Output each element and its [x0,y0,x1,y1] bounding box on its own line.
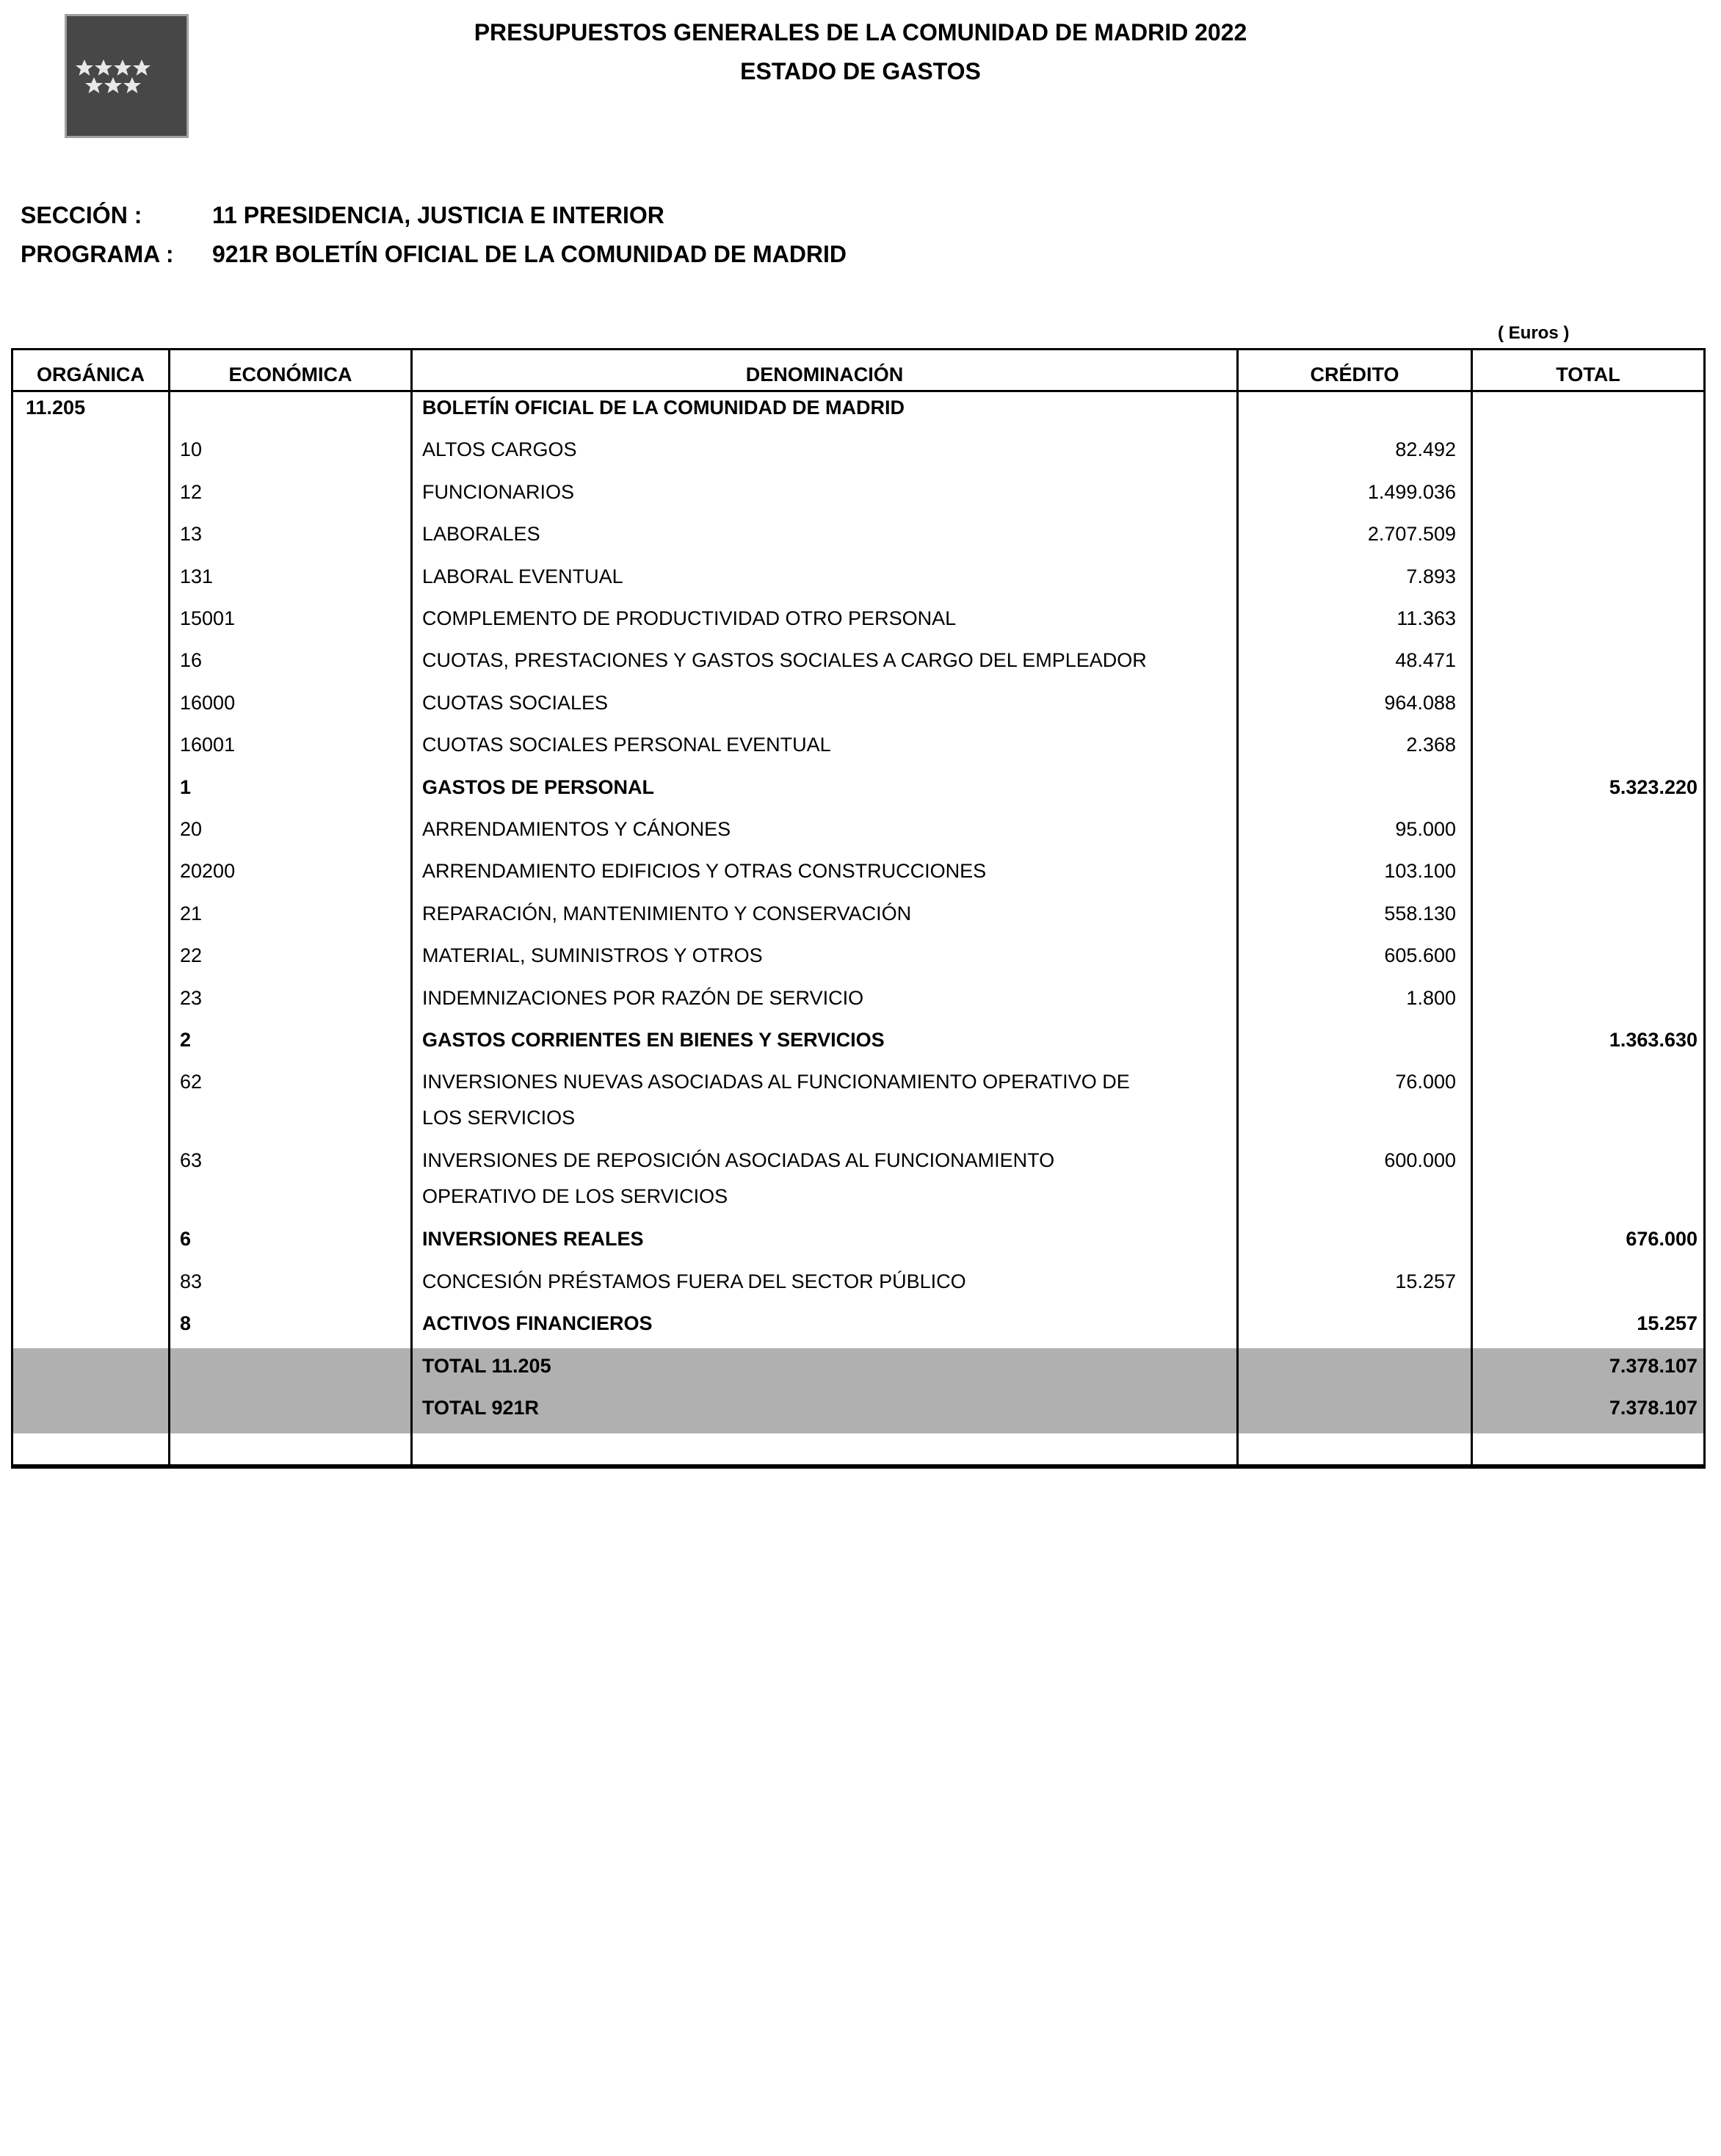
credito-cell: 1.499.036 [1367,480,1456,503]
denominacion-cell [422,860,1230,896]
programa-label: PROGRAMA : [21,241,174,267]
denominacion-line: LABORAL EVENTUAL [422,565,623,587]
budget-table [11,348,1706,1469]
denominacion-line: REPARACIÓN, MANTENIMIENTO Y CONSERVACIÓN [422,902,912,925]
table-row [13,850,1703,892]
table-row [13,429,1703,471]
table-row [13,598,1703,640]
economica-cell: 15001 [180,607,236,629]
table-row [13,387,1703,429]
denominacion-line: ALTOS CARGOS [422,438,577,461]
denominacion-cell [422,1071,1230,1143]
table-row [13,724,1703,766]
header-organica: ORGÁNICA [37,363,145,386]
credito-cell: 48.471 [1395,649,1456,672]
table-row [13,1345,1703,1387]
denominacion-cell [422,902,1230,938]
denominacion-line: TOTAL 921R [422,1397,540,1419]
table-row [13,640,1703,681]
credito-cell: 2.707.509 [1367,523,1456,546]
document-title: PRESUPUESTOS GENERALES DE LA COMUNIDAD DE MADRID 2022 [474,19,1247,46]
credito-cell: 76.000 [1395,1071,1456,1093]
economica-cell: 16 [180,649,203,672]
economica-cell: 13 [180,523,203,546]
credito-cell: 15.257 [1395,1270,1456,1292]
total-cell: 5.323.220 [1609,775,1698,798]
table-row [13,977,1703,1019]
economica-cell: 6 [180,1228,192,1251]
credito-cell: 82.492 [1395,438,1456,461]
denominacion-cell [422,734,1230,770]
table-row [13,808,1703,850]
denominacion-cell [422,1312,1230,1348]
denominacion-cell [422,987,1230,1023]
credito-cell: 1.800 [1406,986,1456,1009]
total-cell: 15.257 [1637,1312,1698,1335]
table-row [13,1019,1703,1061]
credito-cell: 11.363 [1396,607,1456,629]
units-label: ( Euros ) [1498,323,1570,343]
economica-cell: 62 [180,1071,203,1093]
denominacion-line: BOLETÍN OFICIAL DE LA COMUNIDAD DE MADRID [422,397,905,419]
economica-cell: 8 [180,1312,192,1335]
credito-cell: 964.088 [1384,691,1456,714]
denominacion-line: INVERSIONES NUEVAS ASOCIADAS AL FUNCIONAMIENTO OPERATIVO DE [422,1071,1130,1093]
denominacion-cell [422,1029,1230,1065]
total-cell: 1.363.630 [1609,1029,1698,1051]
table-row [13,1061,1703,1140]
table-row [13,1303,1703,1345]
credito-cell: 600.000 [1384,1149,1456,1172]
denominacion-line: GASTOS DE PERSONAL [422,775,655,798]
header-total: TOTAL [1556,363,1620,386]
denominacion-cell [422,776,1230,812]
denominacion-cell [422,944,1230,980]
economica-cell: 1 [180,775,192,798]
denominacion-line: OPERATIVO DE LOS SERVICIOS [422,1185,728,1208]
denominacion-cell [422,1270,1230,1306]
denominacion-cell [422,481,1230,517]
economica-cell: 16000 [180,691,236,714]
table-row [13,893,1703,935]
denominacion-line: ARRENDAMIENTO EDIFICIOS Y OTRAS CONSTRUCCIONES [422,860,987,883]
economica-cell: 83 [180,1270,203,1292]
denominacion-cell [422,565,1230,601]
credito-cell: 103.100 [1384,860,1456,883]
header-economica: ECONÓMICA [228,363,352,386]
table-row [13,1387,1703,1429]
denominacion-line: TOTAL 11.205 [422,1354,551,1377]
denominacion-line: MATERIAL, SUMINISTROS Y OTROS [422,944,763,967]
denominacion-cell [422,438,1230,474]
denominacion-cell [422,1397,1230,1433]
economica-cell: 20 [180,818,203,840]
denominacion-line: GASTOS CORRIENTES EN BIENES Y SERVICIOS [422,1029,885,1051]
denominacion-line: ACTIVOS FINANCIEROS [422,1312,653,1335]
table-row [13,471,1703,513]
table-row [13,682,1703,724]
denominacion-cell [422,818,1230,854]
denominacion-cell [422,397,1230,433]
denominacion-line: FUNCIONARIOS [422,480,575,503]
denominacion-line: INVERSIONES DE REPOSICIÓN ASOCIADAS AL FUNCIONAMIENTO [422,1149,1055,1172]
table-row [13,513,1703,555]
programa-value: 921R BOLETÍN OFICIAL DE LA COMUNIDAD DE MADRID [212,241,847,267]
denominacion-line: LOS SERVICIOS [422,1107,576,1129]
credito-cell: 2.368 [1406,734,1456,756]
denominacion-cell [422,607,1230,643]
denominacion-line: CUOTAS SOCIALES [422,691,609,714]
denominacion-line: INDEMNIZACIONES POR RAZÓN DE SERVICIO [422,986,864,1009]
economica-cell: 63 [180,1149,203,1172]
credito-cell: 95.000 [1395,818,1456,840]
denominacion-cell [422,649,1230,685]
denominacion-line: ARRENDAMIENTOS Y CÁNONES [422,818,731,840]
table-row [13,1218,1703,1260]
credito-cell: 558.130 [1384,902,1456,925]
economica-cell: 16001 [180,734,236,756]
economica-cell: 21 [180,902,203,925]
economica-cell: 22 [180,944,203,967]
table-row [13,556,1703,598]
economica-cell: 131 [180,565,214,587]
credito-cell: 605.600 [1384,944,1456,967]
denominacion-line: INVERSIONES REALES [422,1228,644,1251]
table-row [13,935,1703,977]
denominacion-cell [422,692,1230,728]
seccion-value: 11 PRESIDENCIA, JUSTICIA E INTERIOR [212,202,664,228]
table-row [13,767,1703,808]
denominacion-line: CUOTAS SOCIALES PERSONAL EVENTUAL [422,734,831,756]
table-row [13,1261,1703,1303]
total-cell: 676.000 [1626,1228,1698,1251]
economica-cell: 10 [180,438,203,461]
denominacion-line: COMPLEMENTO DE PRODUCTIVIDAD OTRO PERSONAL [422,607,957,629]
header-denominacion: DENOMINACIÓN [745,363,904,386]
denominacion-line: CONCESIÓN PRÉSTAMOS FUERA DEL SECTOR PÚBLICO [422,1270,966,1292]
economica-cell: 12 [180,480,203,503]
credito-cell: 7.893 [1406,565,1456,587]
economica-cell: 23 [180,986,203,1009]
organica-cell: 11.205 [26,397,86,419]
seccion-label: SECCIÓN : [21,202,142,228]
total-cell: 7.378.107 [1609,1397,1698,1419]
table-row [13,1140,1703,1218]
document-subtitle: ESTADO DE GASTOS [740,58,981,84]
denominacion-line: CUOTAS, PRESTACIONES Y GASTOS SOCIALES A CARGO DEL EMPLEADOR [422,649,1147,672]
denominacion-cell [422,1149,1230,1221]
denominacion-cell [422,1355,1230,1391]
economica-cell: 20200 [180,860,236,883]
total-cell: 7.378.107 [1609,1354,1698,1377]
denominacion-cell [422,1228,1230,1264]
economica-cell: 2 [180,1029,192,1051]
header-credito: CRÉDITO [1310,363,1399,386]
denominacion-line: LABORALES [422,523,540,546]
denominacion-cell [422,523,1230,559]
